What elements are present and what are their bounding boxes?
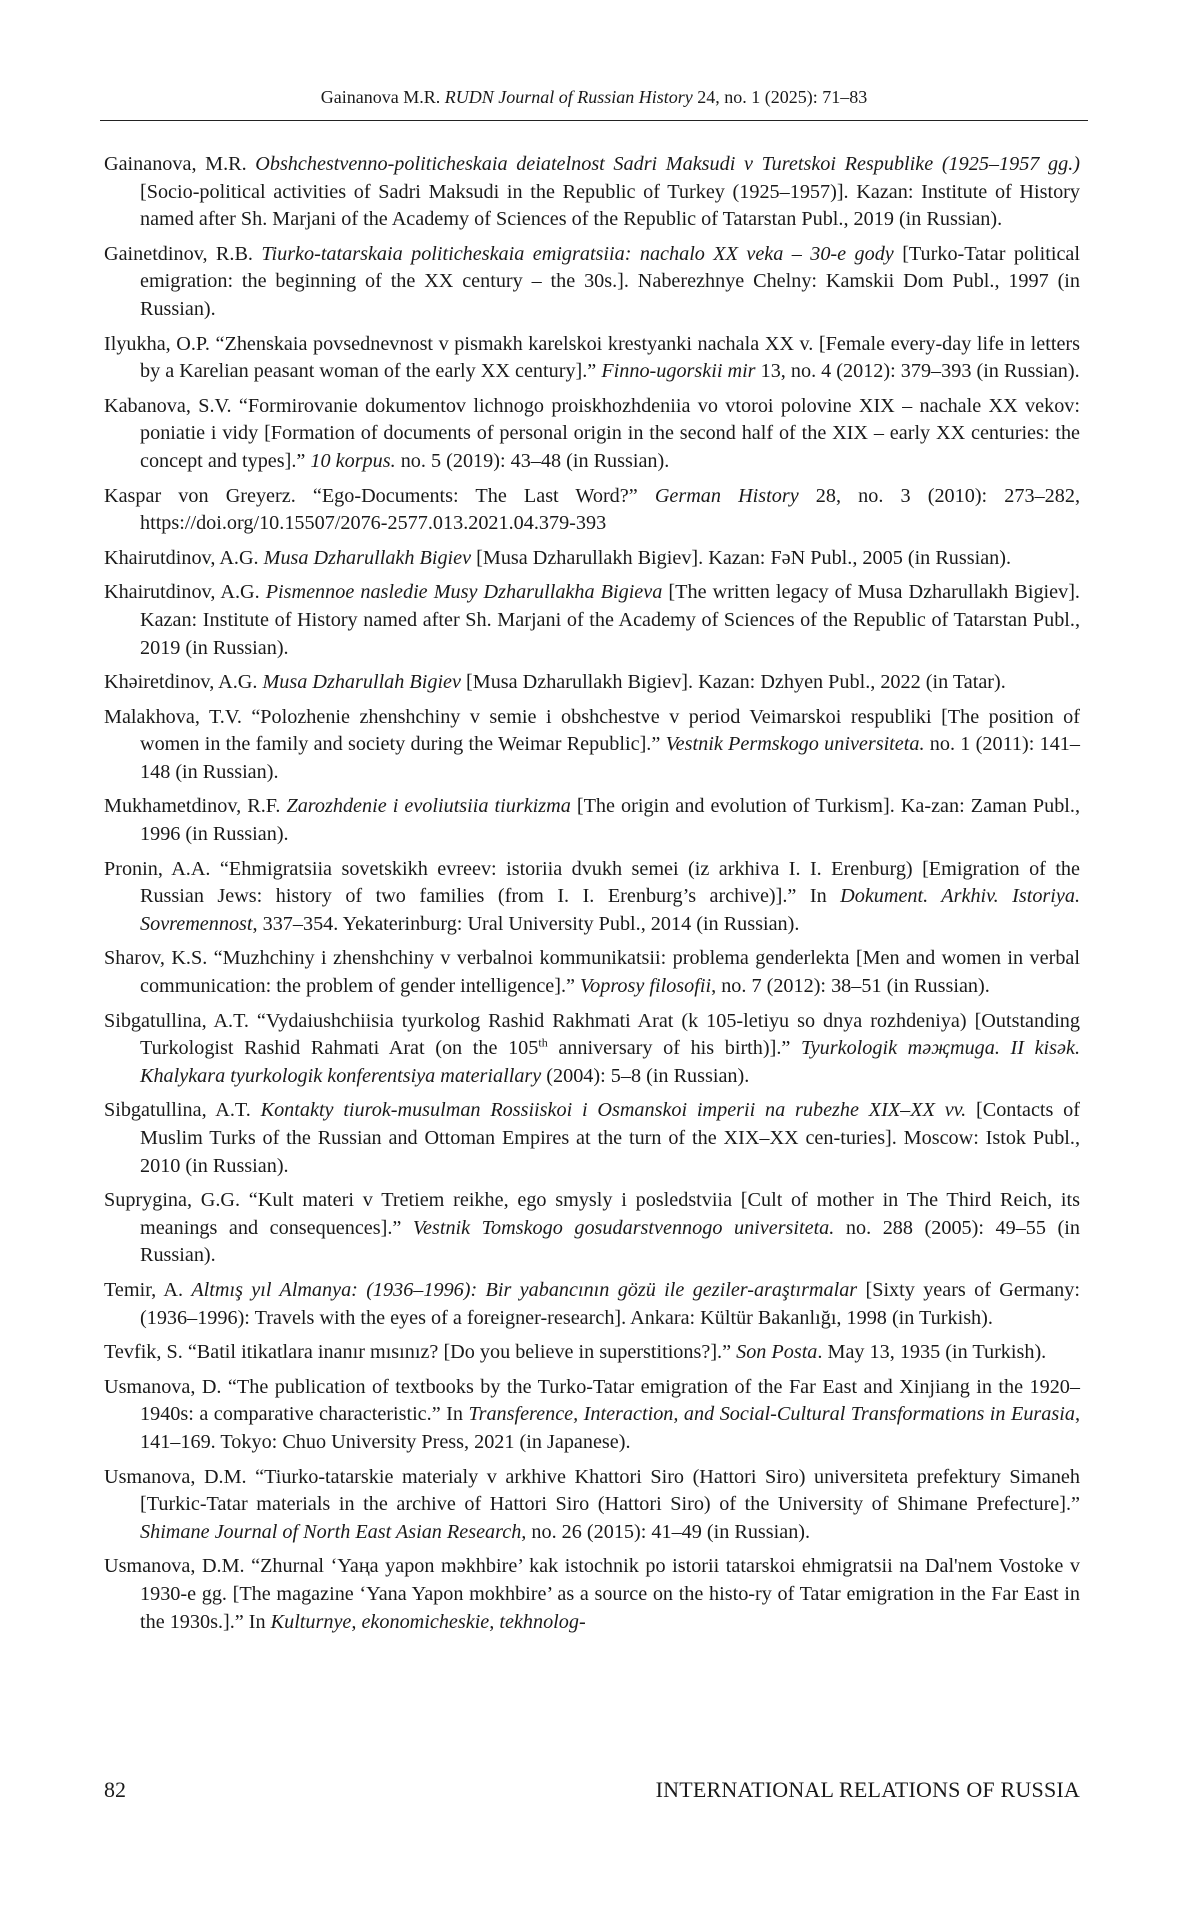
reference-title: Transference, Interaction, and Social-Cultural Transformations in Eurasia bbox=[468, 1403, 1075, 1426]
reference-entry: Malakhova, T.V. “Polozhenie zhenshchiny v semie i obshchestve v period Veimarskoi respubliki [The position of women in the family and society during the Weimar Republic].” Vestnik Permskogo universiteta. no. 1 (2011): 141–148 (in Russian). bbox=[104, 705, 1080, 783]
reference-entry: Pronin, A.A. “Ehmigratsiia sovetskikh evreev: istoriia dvukh semei (iz arkhiva I. I. Erenburg) [Emigration of the Russian Jews: history of two families (from I. I. Erenburg’s archive)].” In Dokument. Arkhiv. Istoriya. Sovremennost, 337–354. Yekaterinburg: Ural University Publ., 2014 (in Russian). bbox=[104, 857, 1080, 935]
reference-title: Kulturnye, ekonomicheskie, tekhnolog- bbox=[270, 1610, 586, 1633]
reference-entry: Kaspar von Greyerz. “Ego-Documents: The Last Word?” German History 28, no. 3 (2010): 273–282, https://doi.org/10.15507/2076-2577.013.2021.04.379-393 bbox=[104, 484, 1080, 535]
reference-entry: Gainanova, M.R. Obshchestvenno-politicheskaia deiatelnost Sadri Maksudi v Turetskoi Respublike (1925–1957 gg.) [Socio-political activities of Sadri Maksudi in the Republic of Turkey (1925–1957)]. Kazan: Institute of History named after Sh. Marjani of the Academy of Sciences of the Republic of Tatarstan Publ., 2019 (in Russian). bbox=[104, 153, 1080, 231]
reference-title: Zarozhdenie i evoliutsiia tiurkizma bbox=[286, 795, 571, 818]
reference-title: Altmış yıl Almanya: (1936–1996): Bir yabancının gözü ile geziler-araştırmalar bbox=[191, 1278, 858, 1301]
reference-title: Vestnik Tomskogo gosudarstvennogo universiteta. bbox=[412, 1216, 835, 1239]
reference-title: Obshchestvenno-politicheskaia deiatelnost Sadri Maksudi v Turetskoi Respublike (1925–1957 gg.) bbox=[255, 153, 1080, 175]
reference-entry: Khairutdinov, A.G. Pismennoe nasledie Musy Dzharullakha Bigieva [The written legacy of Musa Dzharullakh Bigiev]. Kazan: Institute of History named after Sh. Marjani of the Academy of Sciences of the Republic of Tatarstan Publ., 2019 (in Russian). bbox=[104, 581, 1080, 659]
reference-title: Dokument. Arkhiv. Istoriya. Sovremennost bbox=[140, 885, 1080, 935]
reference-entry: Tevfik, S. “Batil itikatlara inanır mısınız? [Do you believe in superstitions?].” Son Posta. May 13, 1935 (in Turkish). bbox=[104, 1341, 1047, 1364]
ordinal-superscript: th bbox=[538, 1035, 548, 1050]
reference-entry: Sibgatullina, A.T. Kontakty tiurok-musulman Rossiiskoi i Osmanskoi imperii na rubezhe XIX–XX vv. [Contacts of Muslim Turks of the Russian and Ottoman Empires at the turn of the XIX–XX cen-turies]. Moscow: Istok Publ., 2010 (in Russian). bbox=[104, 1099, 1081, 1177]
running-head-journal: RUDN Journal of Russian History bbox=[444, 87, 693, 107]
reference-title: Son Posta bbox=[736, 1341, 818, 1364]
reference-title: Musa Dzharullah Bigiev bbox=[262, 671, 461, 694]
reference-title: German History bbox=[654, 484, 799, 507]
reference-entry: Sharov, K.S. “Muzhchiny i zhenshchiny v verbalnoi kommunikatsii: problema genderlekta [Men and women in verbal communication: the problem of gender intelligence].” Voprosy filosofii, no. 7 (2012): 38–51 (in Russian). bbox=[104, 947, 1080, 998]
page-footer bbox=[104, 1776, 1080, 1804]
reference-entry: Kabanova, S.V. “Formirovanie dokumentov lichnogo proiskhozhdeniia vo vtoroi polovine XIX – nachale XX vekov: poniatie i vidy [Formation of documents of personal origin in the second half of the XIX – early XX centuries: the concept and types].” 10 korpus. no. 5 (2019): 43–48 (in Russian). bbox=[104, 394, 1080, 472]
reference-list bbox=[104, 151, 1080, 1643]
reference-entry: Sibgatullina, A.T. “Vydaiushchiisia tyurkolog Rashid Rakhmati Arat (k 105-letiyu so dnya rozhdeniya) [Outstanding Turkologist Rashid Rahmati Arat (on the 105th anniversary of his birth)].” Tyurkologik məҗmuga. II kisək. Khalykara tyurkologik konferentsiya materiallary (2004): 5–8 (in Russian). bbox=[104, 1009, 1080, 1087]
section-title: INTERNATIONAL RELATIONS OF RUSSIA bbox=[655, 1777, 1080, 1802]
reference-entry: Khəiretdinov, A.G. Musa Dzharullah Bigiev [Musa Dzharullakh Bigiev]. Kazan: Dzhyen Publ., 2022 (in Tatar). bbox=[104, 671, 1006, 694]
reference-title: Musa Dzharullakh Bigiev bbox=[263, 546, 472, 569]
reference-title: 10 korpus. bbox=[310, 449, 396, 472]
reference-title: Finno-ugorskii mir bbox=[601, 360, 756, 383]
reference-title: Tiurko-tatarskaia politicheskaia emigratsiia: nachalo XX veka – 30-e gody bbox=[261, 242, 894, 265]
reference-title: Voprosy filosofii bbox=[580, 975, 712, 998]
running-head bbox=[100, 86, 1088, 108]
reference-entry: Usmanova, D. “The publication of textbooks by the Turko-Tatar emigration of the Far East and Xinjiang in the 1920–1940s: a comparative characteristic.” In Transference, Interaction, and Social-Cultural Transformations in Eurasia, 141–169. Tokyo: Chuo University Press, 2021 (in Japanese). bbox=[104, 1375, 1080, 1453]
page-number: 82 bbox=[104, 1777, 126, 1802]
header-rule bbox=[100, 120, 1088, 121]
running-head-issue: 24, no. 1 (2025): 71–83 bbox=[697, 87, 868, 107]
reference-entry: Gainetdinov, R.B. Tiurko-tatarskaia politicheskaia emigratsiia: nachalo XX veka – 30-e gody [Turko-Tatar political emigration: the beginning of the XX century – the 30s.]. Naberezhnye Chelny: Kamskii Dom Publ., 1997 (in Russian). bbox=[104, 242, 1080, 320]
reference-entry: Suprygina, G.G. “Kult materi v Tretiem reikhe, ego smysly i posledstviia [Cult of mother in The Third Reich, its meanings and consequences].” Vestnik Tomskogo gosudarstvennogo universiteta. no. 288 (2005): 49–55 (in Russian). bbox=[104, 1189, 1080, 1267]
reference-entry: Usmanova, D.M. “Tiurko-tatarskie materialy v arkhive Khattori Siro (Hattori Siro) universiteta prefektury Simaneh [Turkic-Tatar materials in the archive of Hattori Siro (Hattori Siro) of the University of Shimane Prefecture].” Shimane Journal of North East Asian Research, no. 26 (2015): 41–49 (in Russian). bbox=[104, 1465, 1080, 1543]
reference-title: Kontakty tiurok-musulman Rossiiskoi i Osmanskoi imperii na rubezhe XIX–XX vv. bbox=[260, 1099, 967, 1122]
reference-entry: Mukhametdinov, R.F. Zarozhdenie i evoliutsiia tiurkizma [The origin and evolution of Turkism]. Ka-zan: Zaman Publ., 1996 (in Russian). bbox=[104, 795, 1080, 846]
reference-entry: Ilyukha, O.P. “Zhenskaia povsednevnost v pismakh karelskoi krestyanki nachala XX v. [Female every-day life in letters by a Karelian peasant woman of the early XX century].” Finno-ugorskii mir 13, no. 4 (2012): 379–393 (in Russian). bbox=[104, 332, 1080, 383]
reference-title: Vestnik Permskogo universiteta. bbox=[665, 733, 925, 756]
running-head-authors: Gainanova M.R. bbox=[320, 87, 441, 107]
reference-title: Pismennoe nasledie Musy Dzharullakha Bigieva bbox=[265, 581, 663, 604]
reference-entry: Temir, A. Altmış yıl Almanya: (1936–1996): Bir yabancının gözü ile geziler-araştırmalar [Sixty years of Germany: (1936–1996): Travels with the eyes of a foreigner-research]. Ankara: Kültür Bakanlığı, 1998 (in Turkish). bbox=[104, 1278, 1080, 1329]
reference-entry: Usmanova, D.M. “Zhurnal ‘Yaңa yapon məkhbire’ kak istochnik po istorii tatarskoi ehmigratsii na Dal'nem Vostoke v 1930-e gg. [The magazine ‘Yana Yapon mokhbire’ as a source on the histo-ry of Tatar emigration in the Far East in the 1930s.].” In Kulturnye, ekonomicheskie, tekhnolog- bbox=[104, 1555, 1080, 1633]
reference-title: Shimane Journal of North East Asian Research, bbox=[140, 1520, 527, 1543]
reference-entry: Khairutdinov, A.G. Musa Dzharullakh Bigiev [Musa Dzharullakh Bigiev]. Kazan: FəN Publ., 2005 (in Russian). bbox=[104, 546, 1012, 569]
reference-title: Tyurkologik məҗmuga. II kisək. Khalykara tyurkologik konferentsiya materiallary bbox=[140, 1037, 1080, 1087]
